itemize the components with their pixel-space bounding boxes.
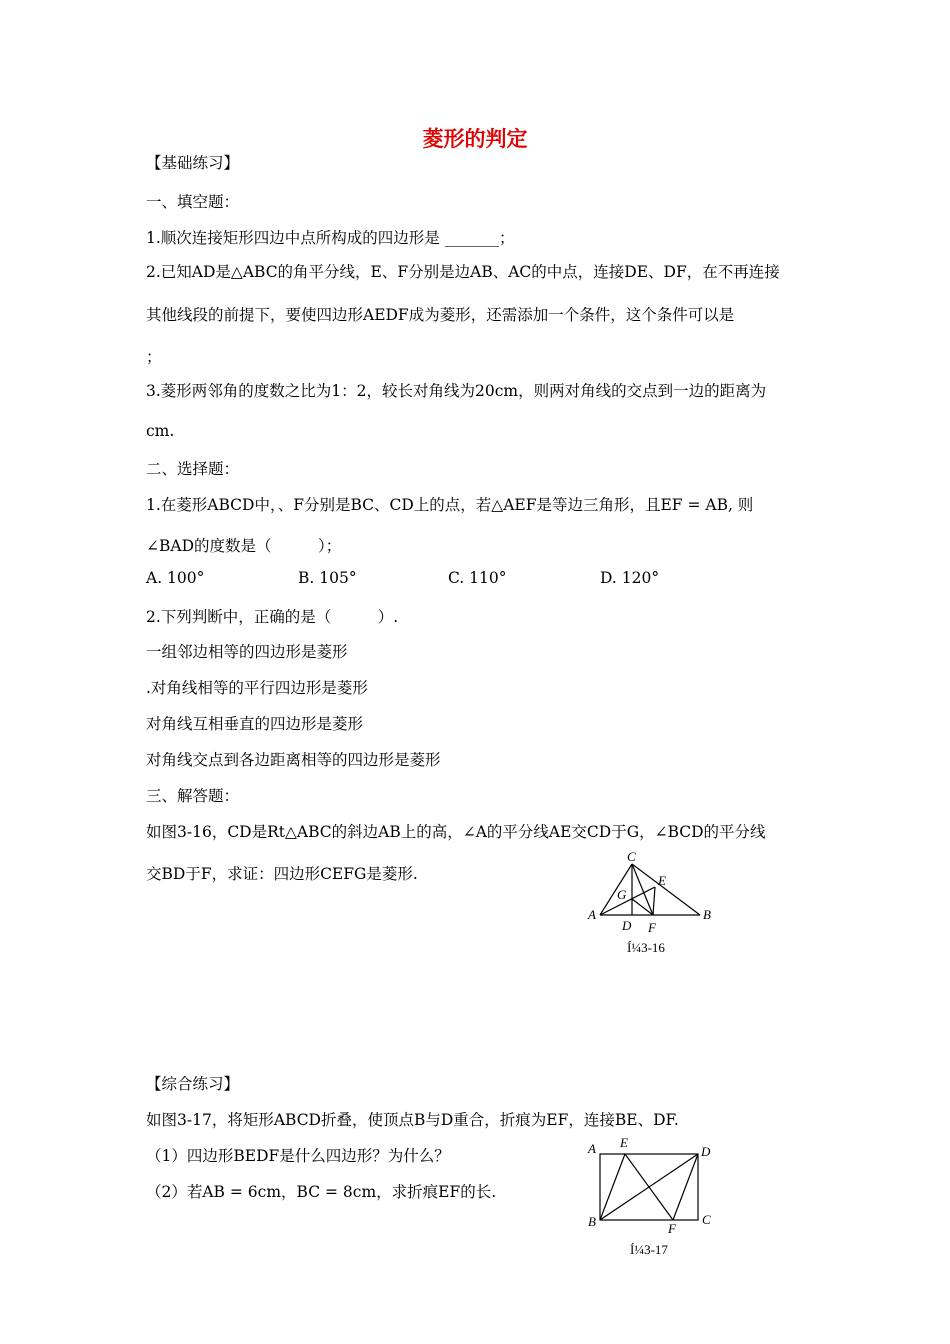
figure-3-16 bbox=[580, 849, 720, 962]
label-d: D bbox=[622, 918, 632, 933]
answer-heading: 三、解答题： bbox=[146, 787, 240, 805]
fill-heading: 一、填空题： bbox=[146, 193, 240, 211]
label-f: F bbox=[668, 1221, 676, 1236]
label-f: F bbox=[648, 920, 656, 935]
comprehensive-problem: 如图3-17，将矩形ABCD折叠，使顶点B与D重合，折痕为EF，连接BE、DF. bbox=[146, 1111, 679, 1129]
comprehensive-question-2: （2）若AB = 6cm，BC = 8cm，求折痕EF的长. bbox=[146, 1183, 497, 1201]
segment-ef bbox=[653, 887, 655, 915]
choice-q2-option-4: 对角线交点到各边距离相等的四边形是菱形 bbox=[146, 751, 441, 769]
figure-3-17-drawing bbox=[580, 1132, 720, 1262]
fill-question-2-line-2: 其他线段的前提下，要使四边形AEDF成为菱形，还需添加一个条件，这个条件可以是 bbox=[146, 306, 735, 324]
figure-3-17 bbox=[580, 1132, 720, 1262]
option-b: B. 105° bbox=[298, 569, 357, 587]
segment-be bbox=[600, 1154, 625, 1220]
label-c: C bbox=[702, 1212, 711, 1227]
answer-question-line-1: 如图3-16，CD是Rt△ABC的斜边AB上的高，∠A的平分线AE交CD于G，∠BCD的平分线 bbox=[146, 823, 766, 841]
option-c: C. 110° bbox=[448, 569, 507, 587]
choice-question-2: 2.下列判断中，正确的是（ ）. bbox=[146, 608, 399, 626]
segment-fd bbox=[673, 1154, 698, 1220]
choice-q2-option-1: 一组邻边相等的四边形是菱形 bbox=[146, 643, 348, 661]
label-c: C bbox=[627, 849, 636, 864]
fold-line-ef bbox=[625, 1154, 673, 1220]
comprehensive-question-1: （1）四边形BEDF是什么四边形？为什么？ bbox=[146, 1147, 450, 1165]
fill-question-2-line-1: 2.已知AD是△ABC的角平分线，E、F分别是边AB、AC的中点，连接DE、DF，在不再连接 bbox=[146, 263, 780, 281]
choice-heading: 二、选择题： bbox=[146, 460, 240, 478]
fill-question-1: 1.顺次连接矩形四边中点所构成的四边形是 _______； bbox=[146, 229, 515, 247]
choice-q2-option-2: .对角线相等的平行四边形是菱形 bbox=[146, 679, 368, 697]
answer-question-line-2: 交BD于F，求证：四边形CEFG是菱形. bbox=[146, 865, 418, 883]
figure-3-16-caption: Í¼3-16 bbox=[627, 940, 665, 955]
fill-question-3-line-2: cm. bbox=[146, 422, 175, 440]
label-b: B bbox=[703, 907, 711, 922]
fill-question-3-line-1: 3.菱形两邻角的度数之比为1：2，较长对角线为20cm，则两对角线的交点到一边的距离为 bbox=[146, 382, 767, 400]
label-a: A bbox=[588, 1141, 596, 1156]
label-a: A bbox=[588, 907, 596, 922]
fill-question-2-line-3: ； bbox=[146, 348, 162, 366]
choice-q2-option-3: 对角线互相垂直的四边形是菱形 bbox=[146, 715, 364, 733]
option-a: A. 100° bbox=[146, 569, 205, 587]
option-d: D. 120° bbox=[600, 569, 660, 587]
figure-3-17-caption: Í¼3-17 bbox=[630, 1242, 668, 1257]
label-e: E bbox=[620, 1135, 628, 1150]
label-d: D bbox=[701, 1144, 711, 1159]
figure-3-16-drawing bbox=[580, 849, 720, 962]
choice-question-1-line-1: 1.在菱形ABCD中，、F分别是BC、CD上的点，若△AEF是等边三角形，且EF = AB, 则 bbox=[146, 496, 754, 514]
label-e: E bbox=[658, 873, 666, 888]
section-comprehensive-heading: 【综合练习】 bbox=[146, 1075, 240, 1093]
section-basic-heading: 【基础练习】 bbox=[146, 154, 240, 172]
label-b: B bbox=[588, 1214, 596, 1229]
choice-question-1-line-2: ∠BAD的度数是（ ）； bbox=[146, 537, 342, 555]
page-title: 菱形的判定 bbox=[422, 127, 528, 151]
label-g: G bbox=[617, 887, 627, 902]
